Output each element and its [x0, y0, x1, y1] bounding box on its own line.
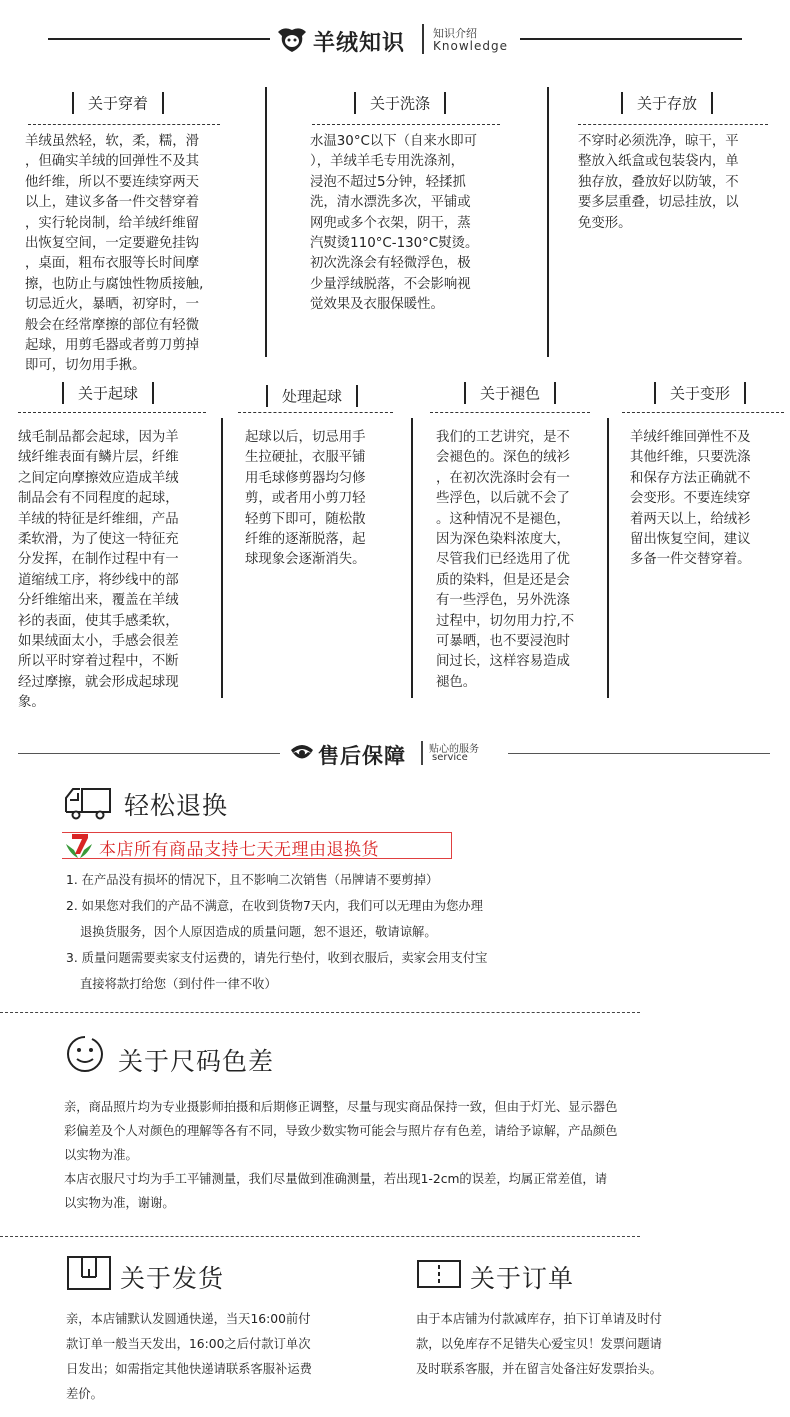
pilling-title: 关于起球: [38, 382, 178, 404]
deform-dash: [622, 412, 784, 413]
wear-title: 关于穿着: [48, 92, 188, 114]
size-color-title: 关于尺码色差: [118, 1047, 275, 1076]
handshake-icon: [288, 740, 316, 764]
wash-title: 关于洗涤: [330, 92, 470, 114]
size-color-line-4: 本店衣服尺寸均为手工平铺测量，我们尽量做到准确测量，若出现1-2cm的误差，均属正常差值，请: [64, 1172, 607, 1186]
order-title: 关于订单: [470, 1264, 575, 1293]
returns-line-1: 1. 在产品没有损坏的情况下，且不影响二次销售（吊牌请不要剪掉）: [66, 873, 439, 887]
knowledge-subtitle-cn: 知识介绍: [433, 27, 477, 40]
wear-text: 羊绒虽然轻，软，柔，糯，滑 ，但确实羊绒的回弹性不及其 他纤维，所以不要连续穿两天 以上，建议多备一件交替穿着 ，实行轮岗制，给羊绒纤维留 出恢复空间，一定要避免挂钩 ，桌面，粗布衣服等长时间摩 擦，也防止与腐蚀性物质接触, 切忌近火，暴晒，初穿时，一 般会在经常摩擦的部位有轻微 起球，用剪毛器或者剪刀剪掉 即可，切勿用手揪。: [25, 134, 204, 374]
order-line-1: 由于本店铺为付款减库存，拍下订单请及时付: [416, 1312, 662, 1326]
knowledge-subtitle-en: Knowledge: [433, 39, 508, 53]
fading-text: 我们的工艺讲究，是不 会褪色的。深色的绒衫 ，在初次洗涤时会有一 些浮色，以后就不会了 。这种情况不是褪色， 因为深色染料浓度大， 尽管我们已经选用了优 质的染料，但是还是会 有一些浮色，另外洗涤 过程中，切勿用力拧,不 可暴晒，也不要浸泡时 间过长，这样容易造成 褪色。: [436, 430, 575, 690]
store-dash: [578, 124, 768, 125]
store-title: 关于存放: [597, 92, 737, 114]
fading-dash: [430, 412, 590, 413]
returns-line-3: 退换货服务，因个人原因造成的质量问题，恕不退还，敬请谅解。: [80, 925, 437, 939]
aftersale-subtitle-cn: 贴心的服务: [429, 744, 479, 755]
order-line-2: 款，以免库存不足错失心爱宝贝！发票问题请: [416, 1337, 662, 1351]
knowledge-title: 羊绒知识: [313, 31, 406, 56]
returns-line-5: 直接将款打给您（到付件一律不收）: [80, 977, 277, 991]
divider-v1: [265, 87, 267, 357]
dashed-separator-1: [0, 1012, 640, 1013]
shipping-line-2: 款订单一般当天发出，16:00之后付款订单次: [66, 1337, 311, 1351]
shipping-line-3: 日发出；如需指定其他快递请联系客服补运费: [66, 1362, 312, 1376]
shipping-title: 关于发货: [120, 1264, 225, 1293]
returns-line-4: 3. 质量问题需要卖家支付运费的，请先行垫付，收到衣服后，卖家会用支付宝: [66, 951, 488, 965]
truck-icon: [64, 786, 112, 820]
deform-title: 关于变形: [630, 382, 770, 404]
order-line-3: 及时联系客服，并在留言处备注好发票抬头。: [416, 1362, 662, 1376]
divider-v2: [547, 87, 549, 357]
handle-pilling-title: 处理起球: [242, 385, 382, 407]
wash-dash: [312, 124, 500, 125]
header-line-left: [48, 38, 270, 40]
header-divider: [422, 24, 424, 54]
returns-title: 轻松退换: [124, 791, 229, 820]
divider-v4: [411, 418, 413, 698]
aftersale-subtitle-en: service: [432, 752, 468, 763]
divider-v5: [607, 418, 609, 698]
wash-text: 水温30°C以下（自来水即可 ），羊绒羊毛专用洗涤剂， 浸泡不超过5分钟，轻揉抓 洗，清水漂洗多次，平铺或 网兜或多个衣架，阴干，蒸 汽熨烫110°C-130°C熨烫。 初次洗涤会有轻微浮色，极 少量浮绒脱落，不会影响视 觉效果及衣服保暖性。: [310, 134, 479, 313]
shipping-line-4: 差价。: [66, 1387, 103, 1401]
wear-dash: [28, 124, 220, 125]
fading-title: 关于褪色: [440, 382, 580, 404]
aftersale-line-right: [508, 753, 770, 754]
sheep-icon: [276, 24, 308, 54]
pilling-text: 绒毛制品都会起球，因为羊 绒纤维表面有鳞片层，纤维 之间定向摩擦效应造成羊绒 制品会有不同程度的起球， 羊绒的特征是纤维细，产品 柔软滑，为了使这一特征充 分发挥，在制作过程中有一 道缩绒工序，将纱线中的部 分纤维缩出来，覆盖在羊绒 衫的表面，使其手感柔软， 如果绒面太小，手感会很差 所以平时穿着过程中，不断 经过摩擦，就会形成起球现 象。: [18, 430, 179, 711]
deform-text: 羊绒纤维回弹性不及 其他纤维，只要洗涤 和保存方法正确就不 会变形。不要连续穿 着两天以上，给绒衫 留出恢复空间，建议 多备一件交替穿着。: [630, 430, 751, 568]
handle-pilling-dash: [238, 412, 393, 413]
aftersale-title: 售后保障: [318, 744, 406, 768]
dashed-separator-2: [0, 1236, 640, 1237]
smile-icon: [64, 1034, 106, 1074]
pilling-dash: [18, 412, 206, 413]
package-icon: [66, 1255, 112, 1291]
store-text: 不穿时必须洗净，晾干，平 整放入纸盒或包装袋内，单 独存放，叠放好以防皱，不 要多层重叠，切忌挂放，以 免变形。: [578, 134, 739, 231]
handle-pilling-text: 起球以后，切忌用手 生拉硬扯，衣服平铺 用毛球修剪器均匀修 剪，或者用小剪刀轻 轻剪下即可，随松散 纤维的逐渐脱落，起 球现象会逐渐消失。: [245, 430, 366, 568]
policy-text: 本店所有商品支持七天无理由退换货: [99, 840, 379, 860]
shipping-line-1: 亲，本店铺默认发圆通快递，当天16:00前付: [66, 1312, 311, 1326]
seven-day-icon: [64, 832, 94, 860]
size-color-line-5: 以实物为准，谢谢。: [64, 1196, 175, 1210]
size-color-line-2: 彩偏差及个人对颜色的理解等各有不同，导致少数实物可能会与照片存有色差，请给予谅解，产品颜色: [64, 1124, 618, 1138]
header-line-right: [520, 38, 742, 40]
order-icon: [416, 1259, 462, 1289]
returns-line-2: 2. 如果您对我们的产品不满意，在收到货物7天内，我们可以无理由为您办理: [66, 899, 483, 913]
size-color-line-3: 以实物为准。: [64, 1148, 138, 1162]
aftersale-divider: [421, 741, 423, 765]
size-color-line-1: 亲，商品照片均为专业摄影师拍摄和后期修正调整，尽量与现实商品保持一致，但由于灯光、显示器色: [64, 1100, 618, 1114]
aftersale-line-left: [18, 753, 280, 754]
divider-v3: [221, 418, 223, 698]
